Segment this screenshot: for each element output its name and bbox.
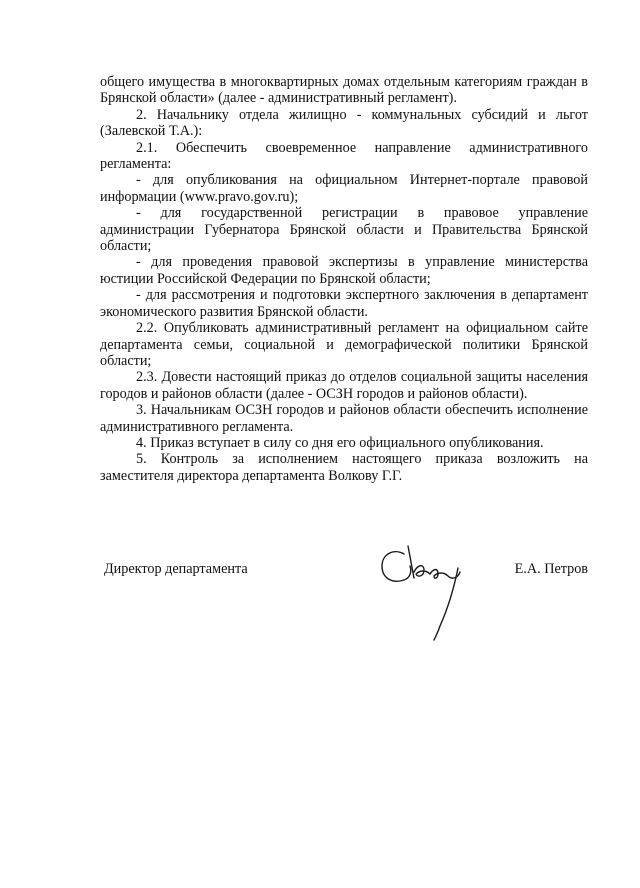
document-body (100, 74, 588, 484)
handwritten-signature-icon (374, 538, 474, 643)
paragraph-4: 4. Приказ вступает в силу со дня его официального опубликования. (136, 434, 544, 451)
paragraph-2: 2. Начальнику отдела жилищно - коммунальных субсидий и льгот (Залевской Т.А.): (100, 106, 588, 140)
signatory-title: Директор департамента (104, 561, 248, 577)
paragraph-2-1: 2.1. Обеспечить своевременное направление административного регламента: (100, 139, 588, 173)
paragraph-5: 5. Контроль за исполнением настоящего приказа возложить на заместителя директора департамента Волкову Г.Г. (100, 451, 588, 484)
paragraph-1: общего имущества в многоквартирных домах отдельным категориям граждан в Брянской области» (далее - административный регламент). (100, 74, 588, 107)
paragraph-2-3: 2.3. Довести настоящий приказ до отделов социальной защиты населения городов и районов области (далее - ОСЗН городов и районов области). (100, 369, 588, 402)
paragraph-bullet-3: - для проведения правовой экспертизы в управление министерства юстиции Российской Федерации по Брянской области; (100, 254, 588, 287)
paragraph-bullet-1: - для опубликования на официальном Интернет-портале правовой информации (www.pravo.gov.ru); (100, 172, 588, 205)
paragraph-3: 3. Начальникам ОСЗН городов и районов области обеспечить исполнение административного регламента. (100, 402, 588, 435)
paragraph-2-2: 2.2. Опубликовать административный регламент на официальном сайте департамента семьи, социальной и демографической политики Брянской области; (100, 320, 588, 369)
signatory-name: Е.А. Петров (514, 561, 588, 577)
paragraph-bullet-2: - для государственной регистрации в правовое управление администрации Губернатора Брянской области и Правительства Брянской области; (100, 205, 588, 255)
paragraph-bullet-4: - для рассмотрения и подготовки экспертного заключения в департамент экономического развития Брянской области. (100, 287, 588, 320)
